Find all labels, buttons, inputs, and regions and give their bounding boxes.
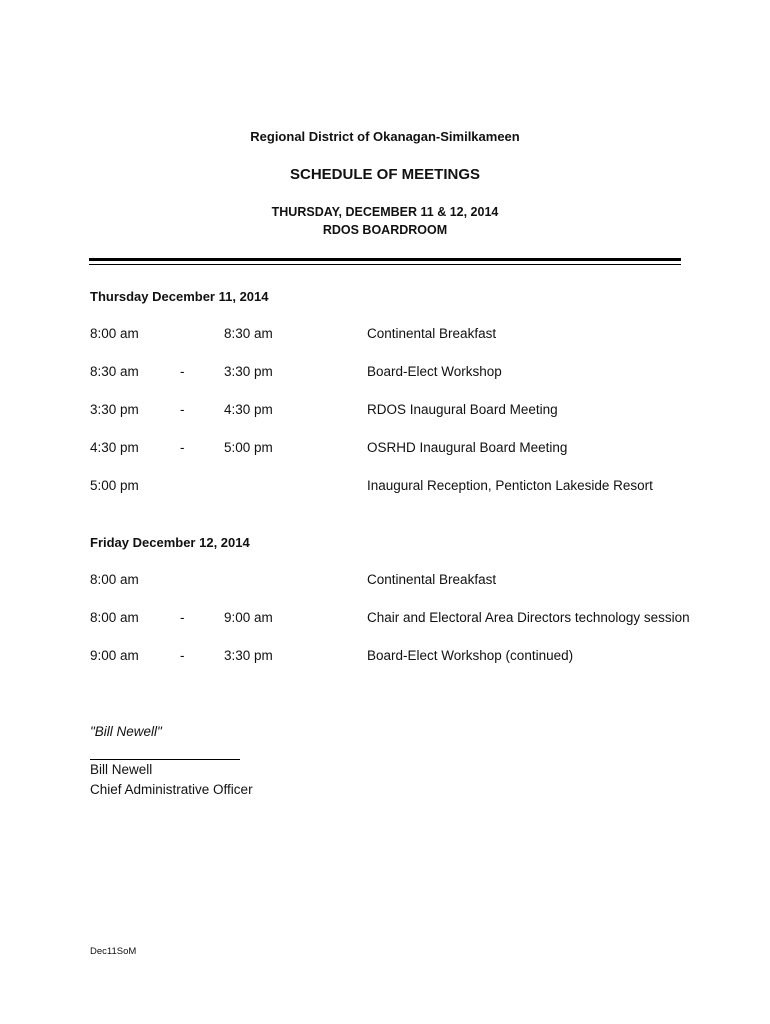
event-description: Chair and Electoral Area Directors technology session (367, 610, 690, 625)
time-separator: - (180, 648, 185, 663)
schedule-row (0, 478, 770, 498)
header-divider-thick (89, 258, 681, 261)
event-description: Board-Elect Workshop (continued) (367, 648, 574, 663)
end-time: 9:00 am (224, 610, 273, 625)
document-title: SCHEDULE OF MEETINGS (289, 166, 480, 183)
event-description: Continental Breakfast (367, 326, 497, 341)
start-time: 8:00 am (90, 326, 139, 341)
signer-name: Bill Newell (90, 762, 153, 777)
start-time: 8:00 am (90, 572, 139, 587)
time-separator: - (180, 364, 185, 379)
signer-title: Chief Administrative Officer (90, 782, 253, 797)
day-heading-thursday: Thursday December 11, 2014 (90, 289, 269, 304)
start-time: 8:30 am (90, 364, 139, 379)
schedule-row (0, 364, 770, 384)
signature-text: "Bill Newell" (90, 724, 162, 739)
footer-doc-code: Dec11SoM (90, 946, 137, 957)
schedule-row (0, 572, 770, 592)
end-time: 5:00 pm (224, 440, 273, 455)
header-divider-thin (89, 264, 681, 265)
event-description: Inaugural Reception, Penticton Lakeside Resort (367, 478, 653, 493)
schedule-row (0, 402, 770, 422)
meeting-location: RDOS BOARDROOM (322, 223, 448, 237)
schedule-row (0, 648, 770, 668)
signature-line (90, 759, 240, 760)
start-time: 8:00 am (90, 610, 139, 625)
time-separator: - (180, 440, 185, 455)
start-time: 4:30 pm (90, 440, 139, 455)
event-description: RDOS Inaugural Board Meeting (367, 402, 558, 417)
end-time: 3:30 pm (224, 648, 273, 663)
end-time: 4:30 pm (224, 402, 273, 417)
schedule-row (0, 610, 770, 630)
day-heading-friday: Friday December 12, 2014 (90, 535, 250, 550)
time-separator: - (180, 610, 185, 625)
end-time: 8:30 am (224, 326, 273, 341)
start-time: 3:30 pm (90, 402, 139, 417)
start-time: 5:00 pm (90, 478, 139, 493)
event-description: Board-Elect Workshop (367, 364, 502, 379)
schedule-row (0, 326, 770, 346)
organization-name: Regional District of Okanagan-Similkameen (250, 129, 520, 144)
event-description: OSRHD Inaugural Board Meeting (367, 440, 568, 455)
schedule-row (0, 440, 770, 460)
end-time: 3:30 pm (224, 364, 273, 379)
start-time: 9:00 am (90, 648, 139, 663)
meeting-dates: THURSDAY, DECEMBER 11 & 12, 2014 (271, 205, 499, 219)
time-separator: - (180, 402, 185, 417)
event-description: Continental Breakfast (367, 572, 497, 587)
